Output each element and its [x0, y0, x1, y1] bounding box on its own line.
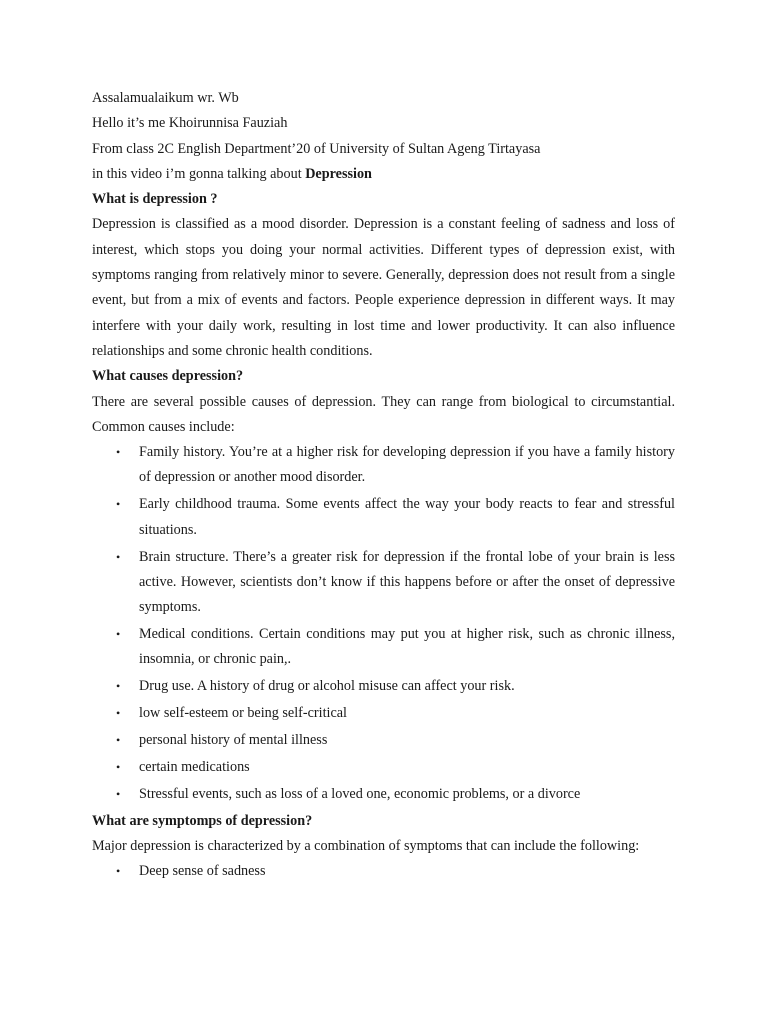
bullet-icon: • [116, 732, 121, 747]
bullet-icon: • [116, 679, 121, 694]
document-page [92, 86, 675, 886]
list-item-text: personal history of mental illness [139, 731, 328, 748]
bullet-icon: • [116, 497, 121, 512]
section-paragraph-symptoms: Major depression is characterized by a combination of symptoms that can include the following: [92, 837, 640, 854]
list-item [92, 492, 675, 543]
list-item-text: Family history. You’re at a higher risk for developing depression if you have a family history of depression or another mood disorder. [139, 444, 675, 486]
list-item [92, 728, 675, 753]
list-item-text: low self-esteem or being self-critical [139, 705, 347, 722]
topic-line [92, 162, 675, 187]
section-heading-symptoms: What are symptomps of depression? [92, 812, 313, 829]
section-paragraph-what-is: Depression is classified as a mood disorder. Depression is a constant feeling of sadness and loss of interest, which stops you doing your normal activities. Different types of depression exist, with symptoms ranging from relatively minor to severe. Generally, depression does not result from a single event, but from a mix of events and factors. People experience depression in different ways. It may interfere with your daily work, resulting in lost time and lower productivity. It can also influence relationships and some chronic health conditions. [92, 216, 675, 359]
list-item [92, 674, 675, 699]
list-item-text: Deep sense of sadness [139, 863, 266, 880]
section-heading-what-is: What is depression ? [92, 191, 218, 208]
list-item-text: Medical conditions. Certain conditions may put you at higher risk, such as chronic illness, insomnia, or chronic pain,. [139, 626, 675, 668]
topic-prefix: in this video i’m gonna talking about [92, 165, 306, 182]
topic-bold: Depression [305, 165, 372, 182]
bullet-icon: • [116, 445, 121, 460]
list-item [92, 622, 675, 673]
bullet-icon: • [116, 786, 121, 801]
bullet-icon: • [116, 864, 121, 879]
list-item-text: Brain structure. There’s a greater risk for depression if the frontal lobe of your brain is less active. However, scientists don’t know if this happens before or after the onset of depressive symptoms. [139, 548, 675, 616]
list-item-text: Early childhood trauma. Some events affect the way your body reacts to fear and stressful situations. [139, 496, 675, 538]
causes-list [92, 440, 675, 807]
list-item [92, 782, 675, 807]
list-item [92, 545, 675, 621]
list-item [92, 440, 675, 491]
list-item-text: Stressful events, such as loss of a loved one, economic problems, or a divorce [139, 785, 581, 802]
bullet-icon: • [116, 549, 121, 564]
name-line: Hello it’s me Khoirunnisa Fauziah [92, 115, 288, 132]
list-item-text: Drug use. A history of drug or alcohol misuse can affect your risk. [139, 678, 515, 695]
section-heading-causes: What causes depression? [92, 368, 244, 385]
list-item [92, 755, 675, 780]
class-line: From class 2C English Department’20 of University of Sultan Ageng Tirtayasa [92, 140, 541, 157]
symptoms-list [92, 859, 675, 884]
bullet-icon: • [116, 706, 121, 721]
list-item-text: certain medications [139, 758, 250, 775]
list-item [92, 701, 675, 726]
bullet-icon: • [116, 627, 121, 642]
greeting-line: Assalamualaikum wr. Wb [92, 90, 239, 106]
section-paragraph-causes: There are several possible causes of depression. They can range from biological to circumstantial. Common causes include: [92, 393, 675, 435]
bullet-icon: • [116, 759, 121, 774]
list-item [92, 859, 675, 884]
